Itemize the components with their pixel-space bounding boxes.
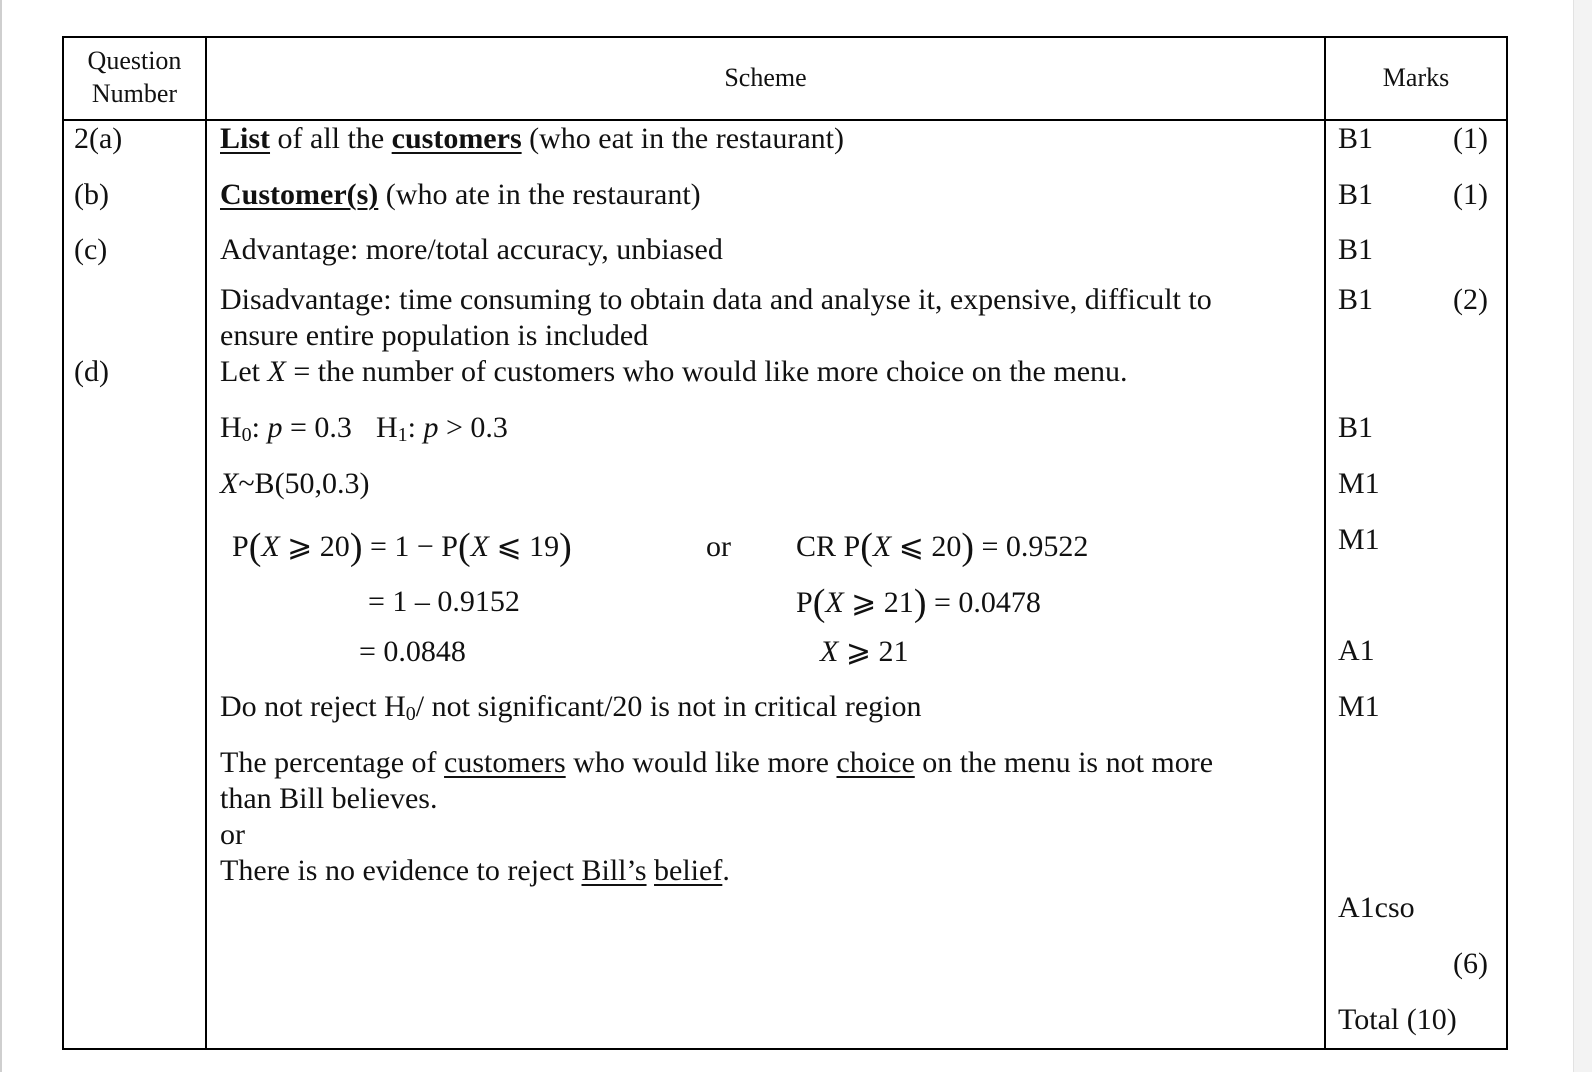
table-top-border	[62, 36, 1508, 38]
mark-d-context: A1cso	[1338, 891, 1415, 924]
calc-left-line2: = 1 – 0.9152	[368, 585, 520, 618]
table-right-border	[1506, 36, 1508, 1050]
scheme-d-definition: Let X = the number of customers who would like more choice on the menu.	[220, 355, 1128, 388]
mark-d-conclusion: M1	[1338, 690, 1380, 723]
mark-c-advantage: B1	[1338, 233, 1374, 266]
mark-d-distribution: M1	[1338, 467, 1380, 500]
calc-left-line3: = 0.0848	[359, 635, 466, 668]
header-divider	[62, 119, 1508, 121]
calc-right-line3: X ⩾ 21	[820, 635, 909, 668]
calc-right-line2: P(X ⩾ 21) = 0.0478	[796, 582, 1041, 624]
mark-b: B1	[1338, 178, 1374, 211]
page-left-edge	[0, 0, 2, 1072]
scheme-d-context-line2: than Bill believes.	[220, 782, 438, 815]
mark-d-result: A1	[1338, 634, 1375, 667]
question-label-b: (b)	[74, 178, 109, 211]
mark-scheme-table	[62, 36, 1508, 1076]
scheme-d-conclusion: Do not reject $H_0/$ not significant/20 is not in critical region	[220, 690, 922, 725]
calc-left-line1: P(X ⩾ 20) = 1 − P(X ⩽ 19)	[232, 526, 572, 568]
header-scheme: Scheme	[724, 63, 807, 92]
scheme-c-advantage: Advantage: more/total accuracy, unbiased	[220, 233, 723, 266]
total-d: (6)	[1453, 947, 1488, 980]
calc-right-line1: CR P(X ⩽ 20) = 0.9522	[796, 526, 1089, 568]
keyword-list: List	[220, 122, 271, 155]
header-question-number-line1: Question	[87, 46, 182, 75]
scheme-d-context-line3: There is no evidence to reject Bill’s belief.	[220, 854, 730, 887]
question-label-c: (c)	[74, 233, 108, 266]
column-divider-marks	[1324, 36, 1326, 1050]
scheme-d-distribution: X~B(50,0.3)	[220, 467, 370, 500]
scheme-b-answer: Customer(s) (who ate in the restaurant)	[220, 178, 701, 211]
column-divider-question	[205, 36, 207, 1050]
scheme-d-hypotheses: $H_0$: p = 0.3 $H_1$: p > 0.3	[220, 411, 508, 446]
scheme-c-disadvantage-line2: ensure entire population is included	[220, 319, 649, 352]
scheme-d-context-line1: The percentage of customers who would like more choice on the menu is not more	[220, 746, 1214, 779]
mark-a: B1	[1338, 122, 1374, 155]
calc-or: or	[706, 530, 731, 563]
question-label-2a: 2(a)	[74, 122, 123, 155]
table-left-border	[62, 36, 64, 1050]
header-marks: Marks	[1382, 63, 1450, 92]
scrollbar-track[interactable]	[1573, 0, 1592, 1072]
scheme-a-answer: List of all the customers (who eat in the restaurant)	[220, 122, 844, 155]
keyword-customers-b: Customer(s)	[220, 178, 379, 211]
table-bottom-border	[62, 1048, 1508, 1050]
scheme-d-context-or: or	[220, 818, 245, 851]
mark-c-disadvantage: B1	[1338, 283, 1374, 316]
question-label-d: (d)	[74, 355, 109, 388]
total-c: (2)	[1453, 283, 1488, 316]
mark-d-hypotheses: B1	[1338, 411, 1374, 444]
total-a: (1)	[1453, 122, 1488, 155]
header-question-number-line2: Number	[91, 79, 178, 108]
total-b: (1)	[1453, 178, 1488, 211]
grand-total: Total (10)	[1338, 1003, 1457, 1036]
mark-d-calculation: M1	[1338, 523, 1380, 556]
scheme-c-disadvantage-line1: Disadvantage: time consuming to obtain data and analyse it, expensive, difficult to	[220, 283, 1212, 316]
keyword-customers: customers	[391, 122, 522, 155]
